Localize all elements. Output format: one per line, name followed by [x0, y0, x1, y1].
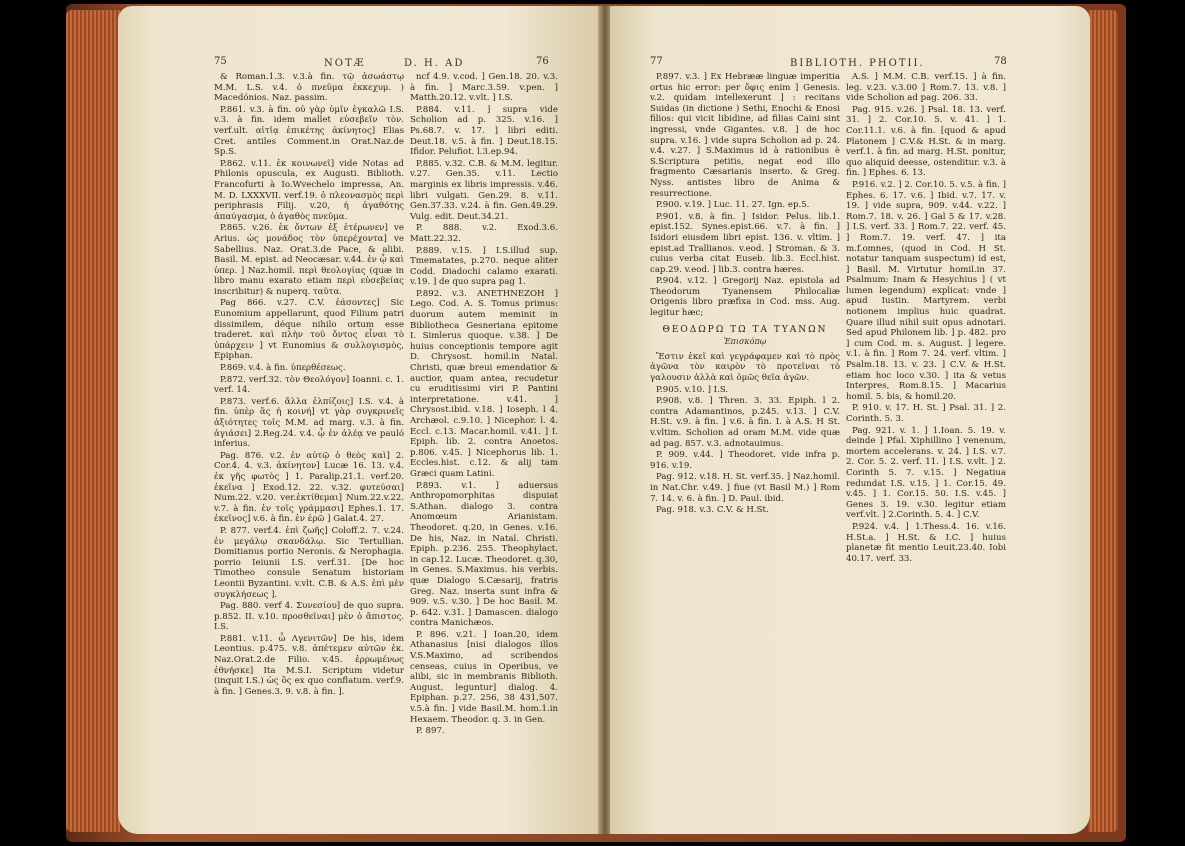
note-paragraph: Pag 866. v.27. C.V. ἐάσοντες] Sic Eunomium appellarunt, quod Filium patri dissimilem, déque nihilo ortum esse traderet. καὶ πλὴν τοῦ ὄντος εἶναι τὸ ὑπάρχειν ] vt Eunomius & συλλογισμὸς, Epiphan. — [214, 298, 404, 362]
note-paragraph: A.S. ] M.M. C.B. verf.15. ] à fin. leg. v.23. v.3.00 ] Rom.7. 13. v.8. ] vide Scholion ad pag. 206. 33. — [846, 72, 1006, 104]
note-paragraph: P.881. v.11. ὦ Λγενιτῶν] De his, idem Leontius. p.475. v.8. ἀπέτεμεν αὐτῶν ἐκ. Naz.Orat.2.de Filio. v.45. ἐρρωμένως ἐθνήσκε] Ita M.S.I. Scriptum videtur (inquit I.S.) ὡς ὃς ex quo conflatum. verf.9. à fin. ] Genes.3. 9. v.8. à fin. ]. — [214, 633, 404, 697]
note-paragraph: P.924. v.4. ] 1.Thess.4. 16. v.16. H.St.a. ] H.St. & I.C. ] huius planetæ fit mentio Leuit.23.40. Iobi 40.17. verf. 33. — [846, 521, 1006, 564]
note-paragraph: P.873. verf.6. ἄλλα ἐλπίζοις] I.S. v.4. à fin. ὑπὲρ ἃς ἡ κοινή] vt γὰρ συγκρινεῖς ἀξιότητες τοῖς M.M. ad marg. v.3. à fin. ἀγιάσει] 2.Reg.24. v.4. ᾧ ἐν ἀλέᾳ ve pauló inferius. — [214, 396, 404, 450]
note-paragraph: Pag. 918. v.3. C.V. & H.St. — [656, 505, 769, 516]
note-paragraph: Pag. 912. v.18. H. St. verf.35. ] Naz.homil. in Nat.Chr. v.49. ] fiue (vt Basil M.) ] Rom 7. 14. v. 6. à fin. ] D. Paul. ibid. — [650, 472, 840, 504]
note-paragraph: P.916. v.2. ] 2. Cor.10. 5. v.5. à fin. ] Ephes. 6. 17. v.6. ] Ibid. v.7. 17. v. 19. ] vide supra, 909. v.44. v.22. ] Rom.7. 18. v. 26. ] Gal 5 & 17. v.28. ] I.S. verf. 33. ] Rom.7. 22. verf. 45. ] Rom.7. 19. verf. 47. ] ita m.f.omnes, (quod in Cod. H St. notatur tanquam suspectum) id est, ] Basil. M. Virtutur homil.in 37. Psalmum: Inam & Hesychius ] ( vt lumen legendum) explicat: vnde ] apud Iustin. Martyrem. verbi notionem implius huic quadrat. Quare illud nihil suit opus adnotari. Sed apud Philonem lib. ] p. 482. pro ] cum Cod. m. s. August. ] legere. v.1. à fin. ] Rom 7. 24. verf. vltim. ] Psalm.18. 13. v. 23. ] C.V. & H.St. etiam hoc loco v.30. ] ita & vetus Interpres, Rom.8.15. ] Macarius homil. 5. bis, & homil.20. — [846, 179, 1006, 402]
note-paragraph: & Roman.1.3. v.3.à fin. τῷ ἀσωάστῳ M.M. L.S. v.4. ὁ πνεῦμα ἐκκεχυμ. ) Macedónios. Naz. passim. — [214, 72, 404, 104]
note-paragraph: Ἔστιν ἐκεῖ καὶ γεγράφαμεν καὶ τὸ πρὸς ἀγῶνα τὸν καιρὸν τὸ προτεῖναι τὸ γαλουσιν ἀλλὰ καὶ ὁμῶς θεῖα ἀγῶν. — [650, 351, 840, 384]
note-paragraph: Pag. 876. v.2. ἐν αὐτῷ ὁ θεὸς καὶ] 2. Cor.4. 4. v.3. ἀκίνητον] Lucæ 16. 13. v.4. ἐκ γῆς φωτὸς ] 1. Paralip.21.1. verf.20. ἐκεῖνα ] Exod.12. 22. v.32. φυτεύσαι] Num.22. v.20. ver.ἐκτίθεμαι] Num.22.v.22. v.7. à fin. ἐν τοῖς γράμμασι] Ephes.1. 17. ἐκεῖνος] v.6. à fin. ἐν ἐρῶ ] Galat.4. 27. — [214, 450, 404, 525]
note-paragraph: P.900. v.19. ] Luc. 11. 27. Ign. ep.5. — [656, 200, 810, 211]
note-paragraph: P. 909. v.44. ] Theodoret. vide infra p. 916. v.19. — [650, 450, 840, 471]
note-paragraph: P. 877. verf.4. ἐπὶ ζωῆς] Coloff.2. 7. v.24. ἐν μεγάλῳ σκανδάλῳ. Sic Tertullian. Domitianus portio Neronis. & Nerophagia. porrio Ieiunii I.S. verf.31. [De hoc Timotheo consule Senatum historiam Leontii Byzantini. v.vlt. C.B. & A.S. ἐπὶ μὲν συγκλήσεως ]. — [214, 525, 404, 600]
note-paragraph: P.897. v.3. ] Ex Hebrææ linguæ imperitia ortus hic error: per ὄφις enim ] Genesis. v.2. quidam intellexerunt ] : recitans Suidas (in dictione ) Sethi, Enochi & Enosi filios: qui vicit libidine, ad filias Caini sint ingressi, vnde Gigantes. v.8. ] de hoc supra. v.16. ] vide supra Scholion ad p. 24. v.4. v.27. ] S.Maximus id à rationibus è S.Scriptura petitis, negat eod illo fragmento Cæsarianis inserto. & Greg. Nyss. antistes libro de Anima & resurrectione. — [650, 72, 840, 199]
note-paragraph: P.905. v.10. ] I.S. — [656, 384, 729, 395]
note-paragraph: P.889. v.15. ] I.S.illud sup. Tmematates, p.270. neque aliter Codd. Diadochi calamo exarati. v.19. ] de quo supra pag 1. — [410, 245, 558, 288]
note-paragraph: Pag. 921. v. 1. ] 1.Ioan. 5. 19. v. deinde ] Pfal. Xiphillino ] venenum, mortem accelerans. v. 24. ] I.S. v.7. 2. Cor. 5. 2. verf. 11. ] I.S. v.vlt. ] 2. Corinth 5. 7. v.15. ] Negatiua redundat I.S. v.15. ] 1. Cor.15. 49. v.45. ] 1. Cor.15. 50. I.S. v.45. ] Genes 3. 19. v.30. legitur etiam verf.vlt. ] 2.Corinth. 5. 4. ] C.V. — [846, 425, 1006, 521]
right-page-number-a: 77 — [650, 56, 663, 67]
right-column-1 — [650, 72, 840, 692]
note-paragraph: P. 910. v. 17. H. St. ] Psal. 31. ] 2. Corinth. 5. 3. — [846, 403, 1006, 424]
note-paragraph: Pag. 880. verf 4. Συνεσίου] de quo supra. p.852. II. v.10. προσθεῖναι] μὲν ὁ ἄπιστος. I.S. — [214, 601, 404, 633]
note-paragraph: P.884. v.11. ] supra vide Scholion ad p. 325. v.16. ] Ps.68.7. v. 17. ] libri editi. Deut.18. v.5. à fin. ] Deut.18.15. Ifidor. Pelufiot. l.3.ep.94. — [410, 104, 558, 158]
book-edge-right — [1088, 10, 1118, 832]
note-paragraph: ncf 4.9. v.cod. ] Gen.18. 20. v.3. à fin. ] Marc.3.59. v.pen. ] Matth.20.12. v.vlt. ] I.S. — [410, 72, 558, 104]
note-paragraph: P. 896. v.21. ] Ioan.20, idem Athanasius [nisi dialogos illos V.S.Maximo, ad scribendos censeas, cuius in Operibus, ve alibi, sic in membranis Biblioth. August. leguntur] dialog. 4. Epiphan. p.27. 256, 38 431,507. v.5.à fin. ] vide Basil.M. hom.1.in Hexaem. Theodor. q. 3. in Gen. — [410, 629, 558, 725]
right-page — [610, 6, 1090, 834]
note-paragraph: P.865. v.26. ἐκ ὄντων ἐξ ἑτέρωνεν] ve Arius. ὡς μονάδος τὸν ὑπερέχοντα] ve Sabellius. Naz. Orat.3.de Pace, & alibi. Basil. M. epist. ad Neocæsar. v.44. ἐν ᾧ καὶ ὑπερ. ] Naz.homil. περὶ θεολογίας (quæ in libro manu exarato etiam περὶ εὐσεβείας inscribitur) & nuperq. ταῦτα. — [214, 223, 404, 297]
note-paragraph: P.872. verf.32. τὸν Θεολόγον] Ioanni. c. 1. verf. 14. — [214, 374, 404, 396]
left-page-number-a: 75 — [214, 56, 227, 67]
right-column-2 — [846, 72, 1006, 692]
book-edge-left — [66, 10, 120, 832]
note-paragraph: P.908. v.8. ] Thren. 3. 33. Epiph. l 2. contra Adamantinos, p.245. v.13. ] C.V. H.St. v.9. à fin. ] v.6. à fin. I. à A.S. H St. v.vltim. Scholion ad oram M.M. vide quæ ad pag. 857. v.3. adnotauimus. — [650, 396, 840, 449]
note-paragraph: P. 897. — [416, 726, 445, 737]
note-paragraph: P.904. v.12. ] Gregorij Naz. epistola ad Theodorum Tyanensem Philocaliæ Origenis libro præfixa in Cod. mss. Aug. legitur hæc; — [650, 276, 840, 319]
note-paragraph: P. 888. v.2. Exod.3.6. Matt.22.32. — [410, 223, 558, 244]
note-paragraph: P.862. v.11. ἐκ κοινωνεῖ] vide Notas ad Philonis opuscula, ex Augusti. Biblioth. Francofurti à Io.Wvechelo impressa, An. M. D. LXXXVII. verf.19. ὁ πλεονασμὸς περὶ periphrasis Filij. v.20, ἡ ἀγαθότης ἀπαύγασμα, ὁ ἀγαθὸς πνεῦμα. — [214, 158, 404, 222]
right-header-biblioth: BIBLIOTH. PHOTII. — [790, 58, 925, 69]
right-page-number-b: 78 — [994, 56, 1007, 67]
note-paragraph: P.901. v.8. à fin. ] Isidor. Pelus. lib.1. epist.152. Synes.epist.66. v.7. à fin. ] Isidori eiusdem libri epist. 136. v. vltim. ] epist.ad Trallianos. v.eod. ] Stroman. & 3. cuius verba citat Euseb. lib.3. Eccl.hist. cap.29. v.eod. ] lib.3. contra hæres. — [650, 211, 840, 275]
letter-subtitle: Ἐπισκόπῳ — [723, 337, 767, 347]
left-column-2 — [410, 72, 558, 737]
note-paragraph: P.861. v.3. à fin. οὐ γὰρ ὑμῖν ἐγκαλῶ I.S. v.3. à fin. idem mallet εὐσεβεῖν τὸν. verf.ult. αἰτί̇ᾳ ἐπικέτης ἀκίνητος] Elias Cret. antiles Comment.in Orat.Naz.de Sp.S. — [214, 104, 404, 158]
left-header-dhad: D. H. AD — [404, 58, 465, 69]
note-paragraph: P.869. v.4. à fin. ὑπερθέσεως. — [220, 363, 346, 374]
left-column-1 — [214, 72, 404, 697]
left-page-number-b: 76 — [536, 56, 549, 67]
note-paragraph: P.892. v.3. ΑΝΕΤΗΝΕΖΟΗ ] Lego. Cod. A. S. Tomus primus: duorum autem meminit in Bibliotheca Gesneriana epitome I. Simlerus quoque. v.38. ] De huius conceptionis tempore agit D. Chrysost. homil.in Natal. Christi, quæ breui emendatior & auctior, quam antea, recudetur cu eruditissimi viri P. Pantini interpretatione. v.41. ] Chrysost.ibid. v.18. ] Ioseph. l 4. Archæol. c.9.10. ] Nicephor. l. 4. Eccl. c.13. Macar.homil. v.41. ] I. Epiph. lib. 2. contra Anoetos. p.806. v.45. ] Nicephorus lib. 1. Eccles.hist. c.12. & alij tam Græci quam Latini. — [410, 288, 558, 479]
left-page — [118, 6, 600, 834]
note-paragraph: Pag. 915. v.26. ] Psal. 18. 13. verf. 31. ] 2. Cor.10. 5. v. 41. ] 1. Cor.11.1. v.6. à fin. [quod & apud Platonem ] C.V.& H.St. & in marg. verf.1. à fin. ad marg. H.St. ponitur, quo aliquid deesse, ostenditur. v.3. à fin. ] Ephes. 6. 13. — [846, 104, 1006, 179]
note-paragraph: P.885. v.32. C.B. & M.M. legitur. v.27. Gen.35. v.11. Lectio marginis ex libris impressis. v.46. libri vulgati. Gen.29. 8. v.11. Gen.37.33. v.24. à fin. Gen.49.29. Vulg. edit. Deut.34.21. — [410, 158, 558, 222]
left-header-notae: NOTÆ — [324, 58, 366, 69]
note-paragraph: P.893. v.1. ] aduersus Anthropomorphitas dispuiat S.Athan. dialogo 3. contra Anomœum Arianistam. Theodoret. q.20, in Genes. v.16. De his, Naz. in Natal. Christi. Epiph. p.236. 255. Theophylact. in cap.12. Lucæ. Theodoret. q.30, in Genes. S.Maximus. his verbis. quæ Dialogo S.Cæsarij, fratris Greg. Naz. inserta sunt infra & 909. v.5. v.30. ] De hoc Basil. M. p. 642. v.31. ] Damascen. dialogo contra Manichæos. — [410, 480, 558, 629]
letter-title: ΘΕΟΔΩΡΩ ΤΩ ΤΑ ΤΥΑΝΩΝ — [662, 324, 828, 335]
